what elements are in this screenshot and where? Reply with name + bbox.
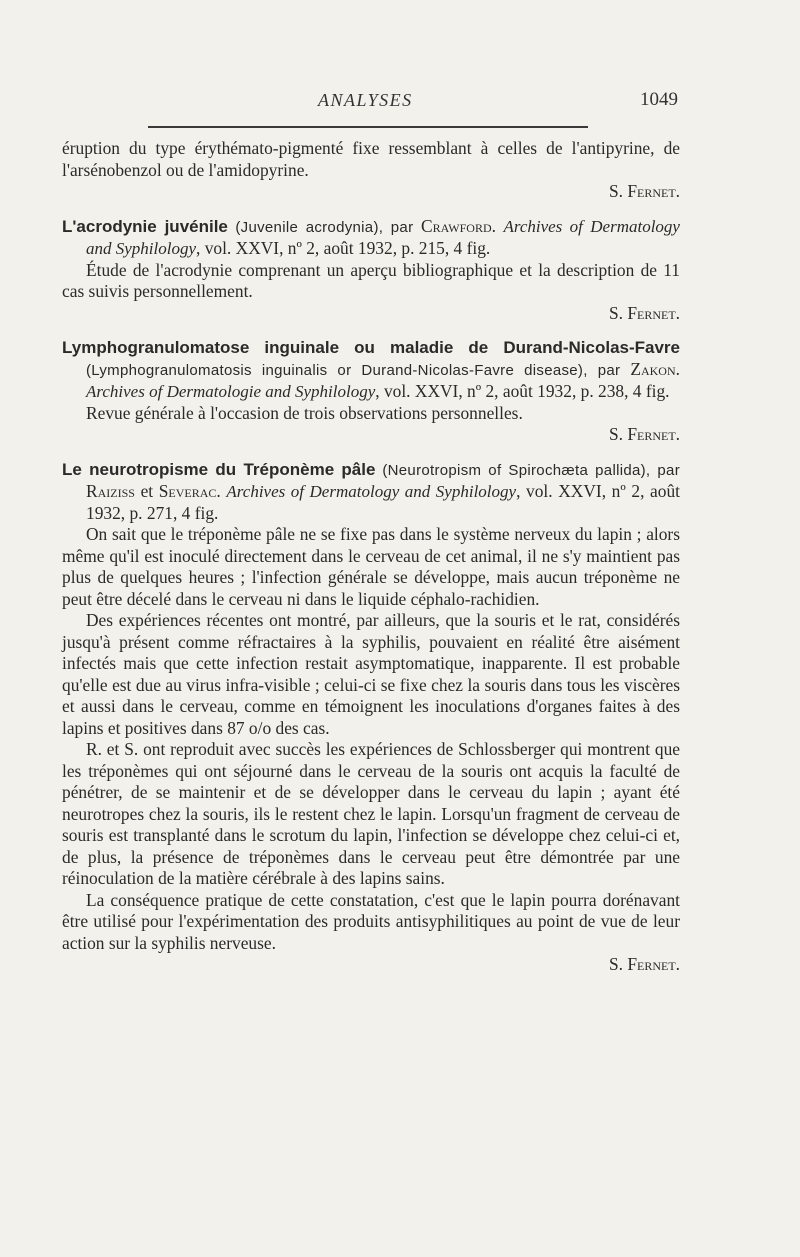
article2-sep: . bbox=[675, 358, 680, 379]
article1-citation: , vol. XXVI, nº 2, août 1932, p. 215, 4 fig. bbox=[196, 238, 491, 258]
article3-journal: Archives of Dermatology and Syphilology bbox=[226, 482, 517, 501]
article3-citation: , vol. XXVI, nº 2, août 1932, p. 271, 4 fig. bbox=[86, 481, 680, 523]
article2-title: Lymphogranulomatose inguinale ou maladie de Durand-Nicolas-Favre bbox=[62, 338, 680, 357]
article3-and: et bbox=[134, 481, 159, 501]
page-number: 1049 bbox=[640, 89, 678, 110]
article1-summary: Étude de l'acrodynie comprenant un aperçu bibliographique et la description de 11 cas suivis personnellement. bbox=[62, 259, 680, 301]
article3-sep: . bbox=[216, 481, 227, 501]
article1-signature: S. Fernet. bbox=[608, 302, 680, 323]
article2-ref: (Lymphogranulomatosis inguinalis or Durand-Nicolas-Favre disease), par bbox=[86, 361, 631, 379]
article3-paragraph: Des expériences récentes ont montré, par ailleurs, que la souris et le rat, considérés jusqu'à présent comme réfractaires à la syphilis, pouvaient en réalité être aisément infectés mais que cette infection restait asymptomatique, inapparente. Il est probable qu'elle est due au virus infra-visible ; celui-ci se fixe chez la souris dans tous les viscères et aussi dans le cerveau, comme en témoignent les inoculations d'organes faites à des lapins et positives dans 87 o/o des cas. bbox=[62, 610, 680, 738]
article3-author2: Severac bbox=[158, 481, 217, 501]
page-body bbox=[62, 138, 680, 976]
intro-text: éruption du type érythémato-pigmenté fixe ressemblant à celles de l'antipyrine, de l'arsénobenzol ou de l'amidopyrine. bbox=[62, 138, 680, 180]
intro-signature: S. Fernet. bbox=[608, 181, 680, 201]
article3-ref: (Neurotropism of Spirochæta pallida), par bbox=[382, 461, 680, 479]
article1-heading bbox=[62, 216, 680, 260]
article3-signature: S. Fernet. bbox=[608, 954, 680, 974]
article2-summary: Revue générale à l'occasion de trois observations personnelles. bbox=[86, 402, 523, 423]
article2-journal: Archives of Dermatologie and Syphilology bbox=[86, 382, 376, 401]
article2-citation: , vol. XXVI, nº 2, août 1932, p. 238, 4 fig. bbox=[375, 381, 670, 401]
article2-heading bbox=[62, 337, 680, 403]
article1-sep: . bbox=[491, 215, 504, 236]
article3-paragraph: La conséquence pratique de cette constatation, c'est que le lapin pourra dorénavant être utilisé pour l'expérimentation des produits antisyphilitiques au point de vue de leur action sur la syphilis nerveuse. bbox=[62, 889, 680, 953]
article1-title: L'acrodynie juvénile bbox=[62, 216, 228, 236]
running-title: ANALYSES bbox=[318, 90, 413, 110]
article1-ref: (Juvenile acrodynia), par bbox=[235, 218, 421, 236]
article3-title: Le neurotropisme du Tréponème pâle bbox=[62, 459, 376, 479]
article1-journal: Archives of Dermatology and Syphilology bbox=[86, 216, 680, 258]
article3-heading bbox=[62, 459, 680, 525]
article2-signature: S. Fernet. bbox=[608, 424, 680, 444]
article3-paragraph: On sait que le tréponème pâle ne se fixe pas dans le système nerveux du lapin ; alors même qu'il est inoculé directement dans le cerveau de cet animal, il ne s'y maintient pas plus de quelques heures ; l'infection générale se développe, mais aucun tréponème ne peut être décelé dans le cerveau ni dans le liquide céphalo-rachidien. bbox=[62, 524, 680, 609]
header-rule bbox=[148, 126, 588, 128]
article3-paragraph: R. et S. ont reproduit avec succès les expériences de Schlossberger qui montrent que les tréponèmes qui ont séjourné dans le cerveau de la souris ont acquis la faculté de pénétrer, de se maintenir et de se développer dans le cerveau du lapin ; ayant été neurotropes chez la souris, ils le restent chez le lapin. Lorsqu'un fragment de cerveau de souris est transplanté dans le scrotum du lapin, l'infection se développe chez celui-ci et, de plus, la présence de tréponèmes dans le cerveau peut être démontrée par une réinoculation de la matière cérébrale à des lapins sains. bbox=[62, 739, 680, 888]
article3-author1: Raiziss bbox=[86, 481, 135, 501]
article1-author: Crawford bbox=[420, 215, 492, 236]
article2-author: Zakon bbox=[630, 358, 676, 379]
